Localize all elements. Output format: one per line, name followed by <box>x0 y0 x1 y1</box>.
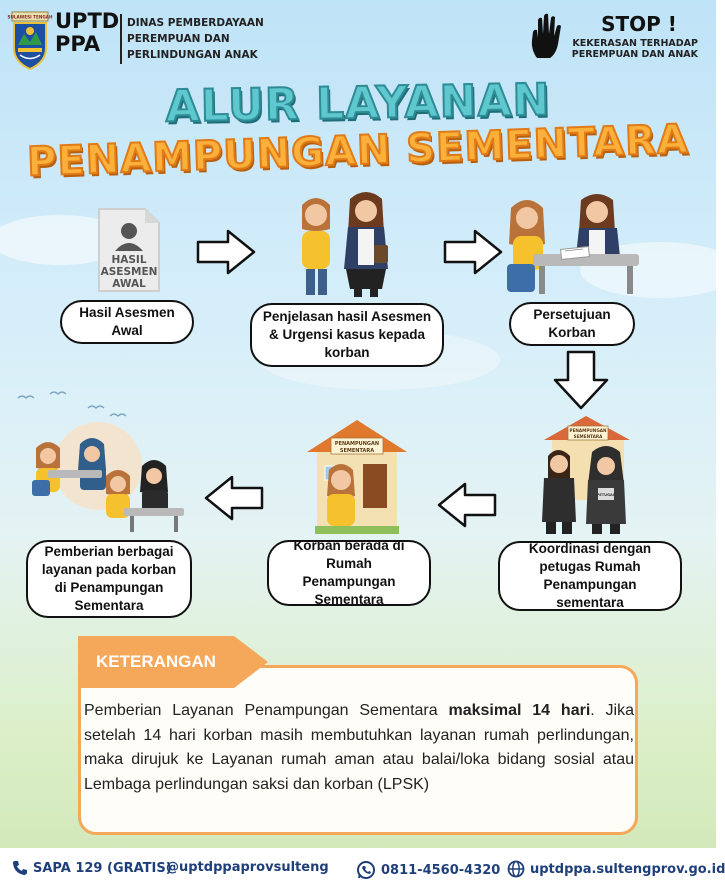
step-2-line-1: Penjelasan hasil Asesmen <box>262 309 432 324</box>
step-4-label <box>498 541 682 611</box>
arrow-down-icon <box>553 350 609 410</box>
svg-text:SEMENTARA: SEMENTARA <box>339 448 375 454</box>
footer-whatsapp-text: 0811-4560-4320 <box>381 862 501 878</box>
emblem-banner-text: SULAWESI TENGAH <box>7 14 53 20</box>
arrow-right-icon <box>443 229 503 275</box>
stop-hand-icon <box>528 12 564 60</box>
step-2-line-2: & Urgensi kasus kepada <box>268 327 426 342</box>
stop-title: STOP ! <box>601 12 677 36</box>
title-line-2: PENAMPUNGAN SEMENTARA <box>26 116 690 186</box>
counselor-and-victim-illustration <box>290 185 400 300</box>
province-emblem-icon <box>7 12 53 70</box>
step-5-line-3: Sementara <box>314 592 384 607</box>
footer-hotline[interactable] <box>12 860 172 876</box>
legend-title: KETERANGAN <box>96 652 216 671</box>
footer-website[interactable] <box>507 860 725 878</box>
doc-text-line-1: HASIL <box>111 254 147 266</box>
step-6-label <box>26 540 192 618</box>
brand-name <box>55 10 119 56</box>
officers-coordination-illustration <box>538 412 634 537</box>
org-line-3: PERLINDUNGAN ANAK <box>127 49 258 61</box>
arrow-left-icon <box>437 482 497 528</box>
step-1-label <box>60 300 194 344</box>
step-5-line-2: Rumah Penampungan <box>302 556 396 589</box>
brand-divider <box>120 14 122 64</box>
step-2-line-3: korban <box>324 345 370 360</box>
stop-sub-line-1: KEKERASAN TERHADAP <box>572 38 698 49</box>
brand-line-ppa: PPA <box>55 32 101 56</box>
step-6-line-4: Sementara <box>74 598 144 613</box>
footer-whatsapp[interactable] <box>356 860 500 880</box>
step-3-label <box>509 302 635 346</box>
footer-website-text: uptdppa.sultengprov.go.id <box>530 861 725 877</box>
officer-badge-text: PETUGAS <box>596 493 616 497</box>
step-2-label <box>250 303 444 367</box>
stop-sub-line-2: PEREMPUAN DAN ANAK <box>571 49 698 60</box>
step-6-line-2: layanan pada korban <box>41 562 177 577</box>
step-1-line-1: Hasil Asesmen <box>79 305 175 320</box>
arrow-left-icon <box>204 475 264 521</box>
svg-text:SEMENTARA: SEMENTARA <box>573 434 603 439</box>
footer-hotline-text: SAPA 129 (GRATIS) <box>33 860 172 876</box>
step-4-line-3: Penampungan sementara <box>543 577 637 610</box>
step-4-line-1: Koordinasi dengan <box>528 541 652 556</box>
step-1-line-2: Awal <box>111 323 143 338</box>
svg-text:PENAMPUNGAN: PENAMPUNGAN <box>334 441 380 447</box>
step-5-label <box>267 540 431 606</box>
title-line-1: ALUR LAYANAN <box>165 74 551 133</box>
step-6-line-1: Pemberian berbagai <box>44 544 174 559</box>
doc-text-line-3: AWAL <box>112 278 146 290</box>
arrow-right-icon <box>196 229 256 275</box>
svg-text:PENAMPUNGAN: PENAMPUNGAN <box>569 428 607 433</box>
step-5-line-1: Korban berada di <box>293 538 405 553</box>
step-3-line-2: Korban <box>548 325 596 340</box>
org-line-2: PEREMPUAN DAN <box>127 33 230 45</box>
stop-subtitle <box>564 38 698 60</box>
legend-text-bold: maksimal 14 hari <box>448 702 591 719</box>
legend-text <box>84 699 634 797</box>
step-3-line-1: Persetujuan <box>533 307 611 322</box>
legend-text-part-1: Pemberian Layanan Penampungan Sementara <box>84 702 449 719</box>
signing-agreement-illustration <box>505 188 640 296</box>
phone-icon <box>12 860 28 876</box>
footer-social-text: @uptdppaprovsulteng <box>166 860 329 875</box>
footer-social[interactable] <box>166 860 329 875</box>
legend-text-part-2: . Jika setelah 14 hari korban masih membutuhkan layanan rumah perlindungan, maka dirujuk ke Layanan rumah aman atau balai/loka bidang sosial atau Lembaga perlindungan saksi dan korban (LPSK) <box>84 702 635 793</box>
step-6-line-3: di Penampungan <box>54 580 164 595</box>
organization-name <box>127 15 264 63</box>
brand-line-uptd: UPTD <box>55 9 120 33</box>
shelter-house-illustration <box>305 418 409 536</box>
whatsapp-icon <box>356 860 376 880</box>
globe-icon <box>507 860 525 878</box>
document-icon <box>95 205 163 295</box>
step-4-line-2: petugas Rumah <box>539 559 641 574</box>
org-line-1: DINAS PEMBERDAYAAN <box>127 17 264 29</box>
doc-text-line-2: ASESMEN <box>100 266 158 278</box>
services-illustration <box>28 422 188 534</box>
